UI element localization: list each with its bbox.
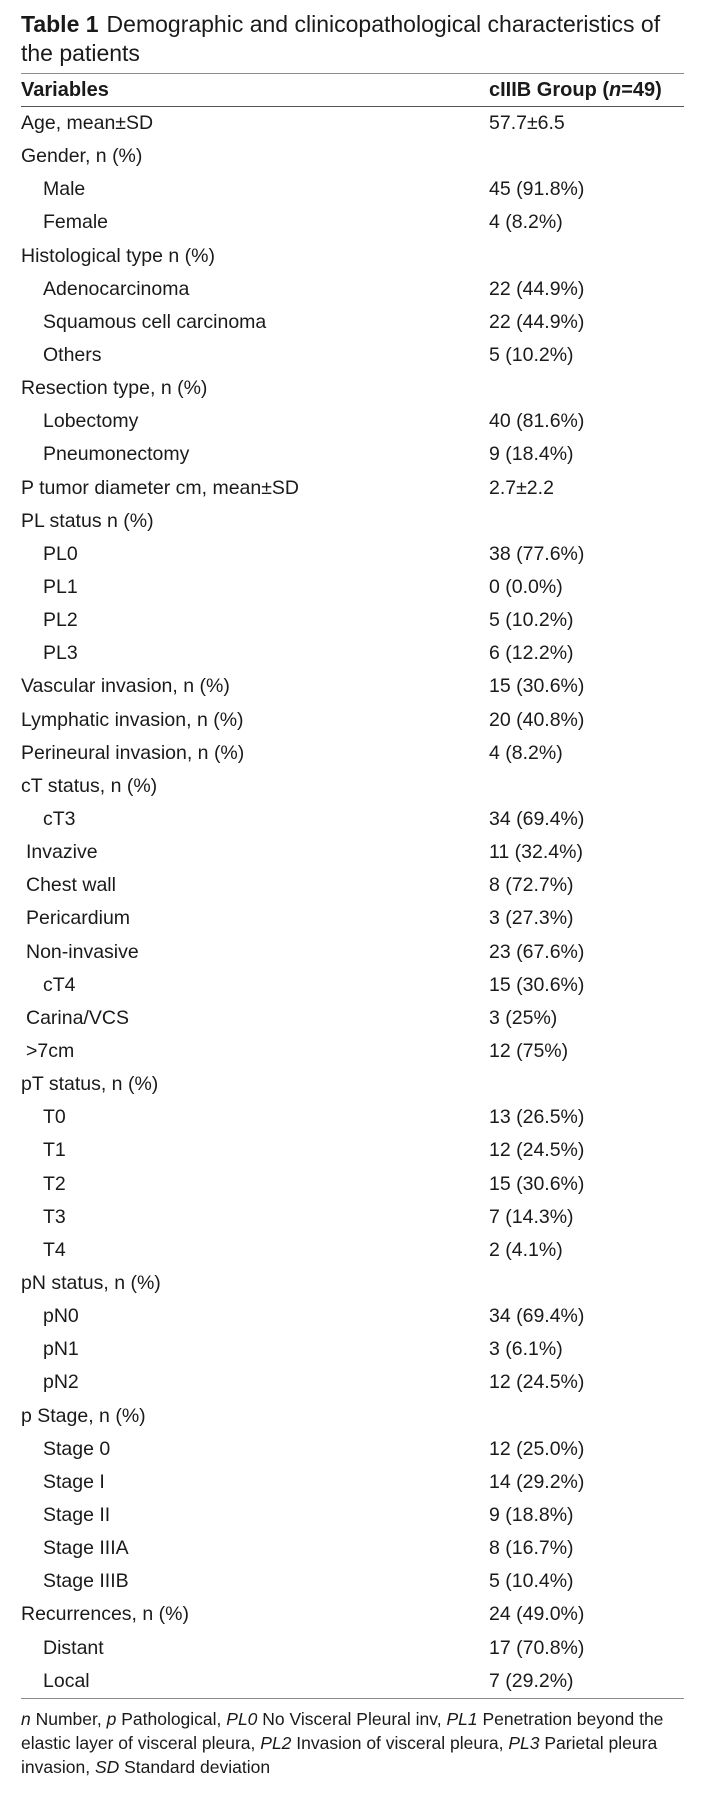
table-row <box>21 339 684 372</box>
footnote-abbr-pl2: PL2 <box>260 1732 292 1753</box>
row-value: 0 (0.0%) <box>489 576 563 599</box>
table-row <box>21 1532 684 1565</box>
row-variable: Recurrences, n (%) <box>21 1603 189 1626</box>
row-variable: pN1 <box>43 1338 79 1361</box>
table-row <box>21 173 684 206</box>
row-value: 4 (8.2%) <box>489 211 563 234</box>
table-row <box>21 1002 684 1035</box>
row-variable: Vascular invasion, n (%) <box>21 675 230 698</box>
header-group-n: n <box>609 78 622 101</box>
row-variable: p Stage, n (%) <box>21 1404 146 1427</box>
row-variable: Histological type n (%) <box>21 244 215 267</box>
table-body <box>21 107 684 1698</box>
row-value: 4 (8.2%) <box>489 741 563 764</box>
table-row <box>21 505 684 538</box>
row-variable: PL3 <box>43 642 78 665</box>
row-variable: PL0 <box>43 542 78 565</box>
table-row <box>21 306 684 339</box>
row-variable: PL1 <box>43 576 78 599</box>
table-row <box>21 107 684 140</box>
table-caption <box>21 10 684 73</box>
table-row <box>21 836 684 869</box>
row-value: 5 (10.2%) <box>489 344 574 367</box>
footnote-abbr-sd: SD <box>94 1756 120 1777</box>
table-row <box>21 472 684 505</box>
row-value: 5 (10.4%) <box>489 1570 574 1593</box>
row-variable: Stage I <box>43 1470 105 1493</box>
footnote-text-pl1: Penetration beyond the elastic layer of visceral pleura, <box>21 1708 664 1753</box>
row-variable: Chest wall <box>26 874 116 897</box>
row-variable: >7cm <box>26 1040 75 1062</box>
table-row <box>21 240 684 273</box>
row-value: 12 (24.5%) <box>489 1371 585 1394</box>
row-value: 13 (26.5%) <box>489 1106 585 1129</box>
table-row <box>21 571 684 604</box>
row-value: 15 (30.6%) <box>489 973 585 996</box>
table-row <box>21 604 684 637</box>
row-value: 22 (44.9%) <box>489 277 585 300</box>
table-row <box>21 1598 684 1631</box>
table-row <box>21 1366 684 1399</box>
row-variable: Stage IIIB <box>43 1570 129 1593</box>
row-variable: Lobectomy <box>43 410 139 433</box>
row-variable: pN0 <box>43 1305 79 1328</box>
footnote-text-pl0: No Visceral Pleural inv, <box>257 1708 447 1729</box>
table-row <box>21 1333 684 1366</box>
footnote-text-sd: Standard deviation <box>119 1756 271 1777</box>
row-value: 3 (25%) <box>489 1006 558 1029</box>
row-value: 7 (29.2%) <box>489 1669 574 1692</box>
row-variable: P tumor diameter cm, mean±SD <box>21 476 300 499</box>
table-row <box>21 438 684 471</box>
row-value: 2.7±2.2 <box>489 476 554 499</box>
row-value: 15 (30.6%) <box>489 675 585 698</box>
row-value: 3 (6.1%) <box>489 1338 563 1361</box>
table-row <box>21 936 684 969</box>
row-value: 24 (49.0%) <box>489 1603 585 1626</box>
row-value: 9 (18.4%) <box>489 443 574 466</box>
table-row <box>21 803 684 836</box>
table-row <box>21 1399 684 1432</box>
footnote-abbr-pl0: PL0 <box>226 1708 258 1729</box>
table-footnote <box>21 1699 684 1779</box>
table-row <box>21 737 684 770</box>
table-row <box>21 1565 684 1598</box>
table-row <box>21 1201 684 1234</box>
table-row <box>21 1499 684 1532</box>
footnote-text-n: Number, <box>30 1708 107 1729</box>
table-row <box>21 1035 684 1068</box>
row-value: 8 (16.7%) <box>489 1537 574 1560</box>
row-value: 14 (29.2%) <box>489 1470 585 1493</box>
row-variable: T2 <box>43 1172 66 1195</box>
row-variable: Pneumonectomy <box>43 443 190 466</box>
row-variable: PL status n (%) <box>21 509 154 532</box>
row-value: 6 (12.2%) <box>489 642 574 665</box>
table-label: Table 1 <box>21 11 99 37</box>
row-value: 7 (14.3%) <box>489 1205 574 1228</box>
row-value: 38 (77.6%) <box>489 542 585 565</box>
table-row <box>21 206 684 239</box>
row-variable: Age, mean±SD <box>21 112 154 135</box>
row-variable: Lymphatic invasion, n (%) <box>21 708 244 731</box>
row-variable: cT3 <box>43 808 76 831</box>
table-row <box>21 637 684 670</box>
table-title: Demographic and clinicopathological characteristics of the patients <box>21 11 661 66</box>
row-value: 22 (44.9%) <box>489 310 585 333</box>
table-row <box>21 1300 684 1333</box>
row-variable: Distant <box>43 1636 104 1659</box>
row-value: 23 (67.6%) <box>489 940 585 963</box>
row-variable: Squamous cell carcinoma <box>43 310 267 333</box>
footnote-abbr-n: n <box>21 1708 31 1729</box>
row-variable: Non-invasive <box>26 940 139 963</box>
row-variable: Others <box>43 344 102 367</box>
table-container <box>21 10 684 1779</box>
table-header <box>21 74 684 106</box>
header-variables: Variables <box>21 78 109 101</box>
footnote-text-pl3: Parietal pleura invasion, <box>21 1732 658 1777</box>
table-row <box>21 1267 684 1300</box>
row-variable: cT status, n (%) <box>21 774 158 797</box>
footnote-abbr-pl3: PL3 <box>508 1732 540 1753</box>
table-row <box>21 538 684 571</box>
row-variable: Pericardium <box>26 907 131 930</box>
row-value: 45 (91.8%) <box>489 178 585 201</box>
row-variable: Carina/VCS <box>26 1006 129 1029</box>
row-value: 17 (70.8%) <box>489 1636 585 1659</box>
table-row <box>21 704 684 737</box>
row-variable: T1 <box>43 1139 66 1162</box>
row-variable: Female <box>43 211 109 234</box>
footnote-abbr-p: p <box>106 1708 117 1729</box>
row-variable: T4 <box>43 1238 66 1261</box>
row-variable: T3 <box>43 1205 66 1228</box>
table-row <box>21 1433 684 1466</box>
row-variable: Perineural invasion, n (%) <box>21 741 245 764</box>
table-row <box>21 1068 684 1101</box>
row-value: 12 (25.0%) <box>489 1437 585 1460</box>
table-row <box>21 869 684 902</box>
table-row <box>21 1665 684 1698</box>
row-variable: PL2 <box>43 609 78 632</box>
row-variable: Invazive <box>26 841 98 864</box>
table-row <box>21 273 684 306</box>
row-variable: pN status, n (%) <box>21 1271 161 1294</box>
table-row <box>21 670 684 703</box>
table-row <box>21 405 684 438</box>
row-variable: T0 <box>43 1106 66 1129</box>
table-row <box>21 902 684 935</box>
row-variable: Stage II <box>43 1503 111 1526</box>
row-variable: pN2 <box>43 1371 79 1394</box>
row-value: 3 (27.3%) <box>489 907 574 930</box>
table-row <box>21 1466 684 1499</box>
header-group-prefix: cIIIB Group ( <box>489 78 609 101</box>
table-row <box>21 1631 684 1664</box>
table-row <box>21 372 684 405</box>
row-value: 9 (18.8%) <box>489 1503 574 1526</box>
row-value: 34 (69.4%) <box>489 1305 585 1328</box>
row-variable: Stage IIIA <box>43 1537 129 1560</box>
footnote-text-pl2: Invasion of visceral pleura, <box>291 1732 509 1753</box>
table-row <box>21 1234 684 1267</box>
row-value: 15 (30.6%) <box>489 1172 585 1195</box>
table-row <box>21 969 684 1002</box>
row-value: 8 (72.7%) <box>489 874 574 897</box>
header-group <box>489 79 684 102</box>
row-variable: Resection type, n (%) <box>21 377 208 400</box>
table-row <box>21 140 684 173</box>
footnote-abbr-pl1: PL1 <box>446 1708 478 1729</box>
row-variable: Adenocarcinoma <box>43 277 190 300</box>
row-value: 5 (10.2%) <box>489 609 574 632</box>
row-value: 11 (32.4%) <box>489 841 583 864</box>
table-row <box>21 770 684 803</box>
table-row <box>21 1101 684 1134</box>
row-variable: Gender, n (%) <box>21 145 143 168</box>
row-value: 12 (24.5%) <box>489 1139 585 1162</box>
table-row <box>21 1134 684 1167</box>
footnote-text-p: Pathological, <box>116 1708 227 1729</box>
row-variable: pT status, n (%) <box>21 1073 159 1096</box>
row-value: 20 (40.8%) <box>489 708 585 731</box>
row-value: 34 (69.4%) <box>489 808 585 831</box>
row-variable: Stage 0 <box>43 1437 111 1460</box>
header-group-suffix: =49) <box>621 78 662 101</box>
row-value: 12 (75%) <box>489 1040 569 1062</box>
table-row <box>21 1168 684 1201</box>
row-variable: Male <box>43 178 86 201</box>
row-variable: cT4 <box>43 973 76 996</box>
row-variable: Local <box>43 1669 90 1692</box>
row-value: 57.7±6.5 <box>489 112 565 135</box>
row-value: 2 (4.1%) <box>489 1238 563 1261</box>
row-value: 40 (81.6%) <box>489 410 585 433</box>
